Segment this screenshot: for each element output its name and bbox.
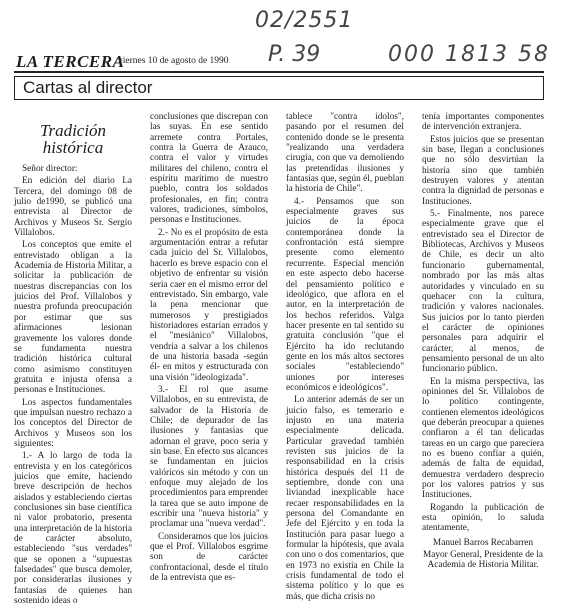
article-column-4 [422, 112, 544, 571]
handwritten-archive-code: 000 1813 58 [388, 42, 550, 67]
letter-greeting: Señor director: [22, 164, 78, 174]
paragraph: En edición del diario La Tercera, del domingo 08 de julio de1990, se publicó una entrevista al Director de Archivos y Museos Sr. Sergio Villalobos. [14, 176, 132, 239]
article-column-3 [286, 112, 404, 602]
article-title: Tradición histórica [39, 121, 107, 157]
masthead-rule [14, 71, 544, 73]
paragraph: 5.- Finalmente, nos parece especialmente grave que el entrevistado sea el Director de Bibliotecas, Archivos y Museos de Chile, es decir un alto funcionario gubernamental, nombrado por las más altas autoridades y vinculado en su quehacer con la cultura, tradición y valores nacionales. Sus juicios por lo tanto pierden el carácter de opiniones personales para adquirir el carácter, al menos, de pensamiento personal de un alto funcionario público. [422, 209, 544, 375]
paragraph: tablece "contra ídolos", pasando por el resumen del contenido donde se le presenta "realizando una verdadera cirugía, con que va demoliendo las pretendidas ilusiones y fantasías que, según él, pueblan la historia de Chile". [286, 112, 404, 195]
paragraph: Rogando la publicación de esta opinión, lo saluda atentamente, [422, 502, 544, 534]
handwritten-reference-number: 02/2551 [255, 8, 354, 33]
handwritten-page-number: P. 39 [268, 42, 321, 67]
paragraph: Los aspectos fundamentales que impulsan nuestro rechazo a los conceptos del Director de Archivos y Museos son los siguientes: [14, 397, 132, 449]
section-header [14, 76, 544, 100]
paragraph: 4.- Pensamos que son especialmente graves sus juicios de la época contemporánea donde la confrontación está siempre presente como elemento recurrente. Especial mención en este aspecto debo hacerse del pensamiento político e ideológico, que aflora en el autor, en la interpretación de los hechos referidos. Valga hacer presente en tal sentido su gratuita conclusión "que el Ejército ha ido reclutando gente en los más altos sectores sociales "estableciendo" uniones por intereses económicos e ideológicos". [286, 196, 404, 393]
paragraph: 1.- A lo largo de toda la entrevista y en los categóricos juicios que emite, haciendo breve descripción de hechos aislados y estableciendo ciertas conclusiones sin base científica ni valor probatorio, presenta una interpretación de la historia de carácter absoluto, estableciendo "sus verdades" que se oponen a "supuestas falsedades" que busca demoler, por considerarlas ilusiones y fantasías de quienes han sostenido ideas o [14, 451, 132, 606]
paragraph: conclusiones que discrepan con las suyas. En ese sentido arremete contra Portales, contra la Guerra de Arauco, contra el valor y virtudes militares del chileno, contra el espíritu marítimo de nuestro pueblo, contra los soldados profesionales, en fin; contra valores, tradiciones, símbolos, personas e Instituciones. [150, 112, 268, 226]
paragraph: En la misma perspectiva, las opiniones del Sr. Villalobos de lo político contingente, contienen elementos ideológicos que deberán preocupar a quienes confiaron a él tan delicadas tareas en un cargo que pareciera no es bueno confiar a quién, además de falta de equidad, demuestra verdadero desprecio por los valores patrios y sus Instituciones. [422, 376, 544, 501]
newspaper-masthead: LA TERCERA [16, 52, 125, 71]
section-title: Cartas al director [23, 78, 153, 97]
paragraph: tenía importantes componentes de intervención extranjera. [422, 112, 544, 133]
article-column-2 [150, 112, 268, 583]
signature-name: Manuel Barros Recabarren [432, 537, 534, 548]
paragraph: 2.- No es el propósito de esta argumentación entrar a refutar cada juicio del Sr. Villalobos, hacerlo es breve espacio con el objetivo de enfrentar su visión seria caer en el mismo error del entrevistado. Sin embargo, vale la pena mencionar que numerosos y prestigiados historiadores estarían errados y el "mesiánico" Villalobos, vendría a salvar a los chilenos de una historia basada -según él- en mitos y estructurada con una visión "ideologizada". [150, 227, 268, 383]
paragraph: 3.- El rol que asume Villalobos, en su entrevista, de salvador de la Historia de Chile; de depurador de las ilusiones y fantasías que adornan el grave, poco seria y sin base. En efecto sus alcances se fundamentan en juicios valóricos sin método y con un enfoque muy alejado de los procedimientos para emprender la tarea que se auto impone de escribir una "nueva historia" y proclamar una "nueva verdad". [150, 384, 268, 530]
signature-role: Mayor General, Presidente de la Academia de Historia Militar. [422, 550, 544, 571]
newspaper-date: viernes 10 de agosto de 1990 [118, 56, 229, 66]
paragraph: Consideramos que los juicios que el Prof. Villalobos esgrime son de carácter confrontacional, desde el título de la entrevista que es- [150, 531, 268, 584]
article-column-1 [14, 112, 132, 606]
paragraph: Los conceptos que emite el entrevistado obligan a la Academia de Historia Militar, a solicitar la publicación de nuestras discrepancias con los juicios del Prof. Villalobos y nuestra profunda preocupación por estimar que sus afirmaciones lesionan gravemente los valores donde se fundamenta nuestra tradición histórica cultural como asimismo constituyen gratuita e injusta ofensa a personas e Instituciones. [14, 240, 132, 396]
paragraph: Estos juicios que se presentan sin base, llegan a conclusiones que no sólo desvirtúan la historia sino que también destruyen valores y atentan contra la dignidad de personas e Instituciones. [422, 134, 544, 207]
paragraph: Lo anterior además de ser un juicio falso, es temerario e injusto en una materia especialmente delicada. Particular gravedad también revisten sus juicios de la responsabilidad en la crisis histórica después del 11 de septiembre, donde con una liviandad inexplicable hace recaer responsabilidades en la persona del Comandante en Jefe del Ejército y en toda la Institución para pasar luego a formular la hipótesis, que avala con uno o dos comentarios, que en 1973 no existía en Chile la crisis fundamental de todo el sistema político y lo que es más, que dicha crisis no [286, 395, 404, 602]
